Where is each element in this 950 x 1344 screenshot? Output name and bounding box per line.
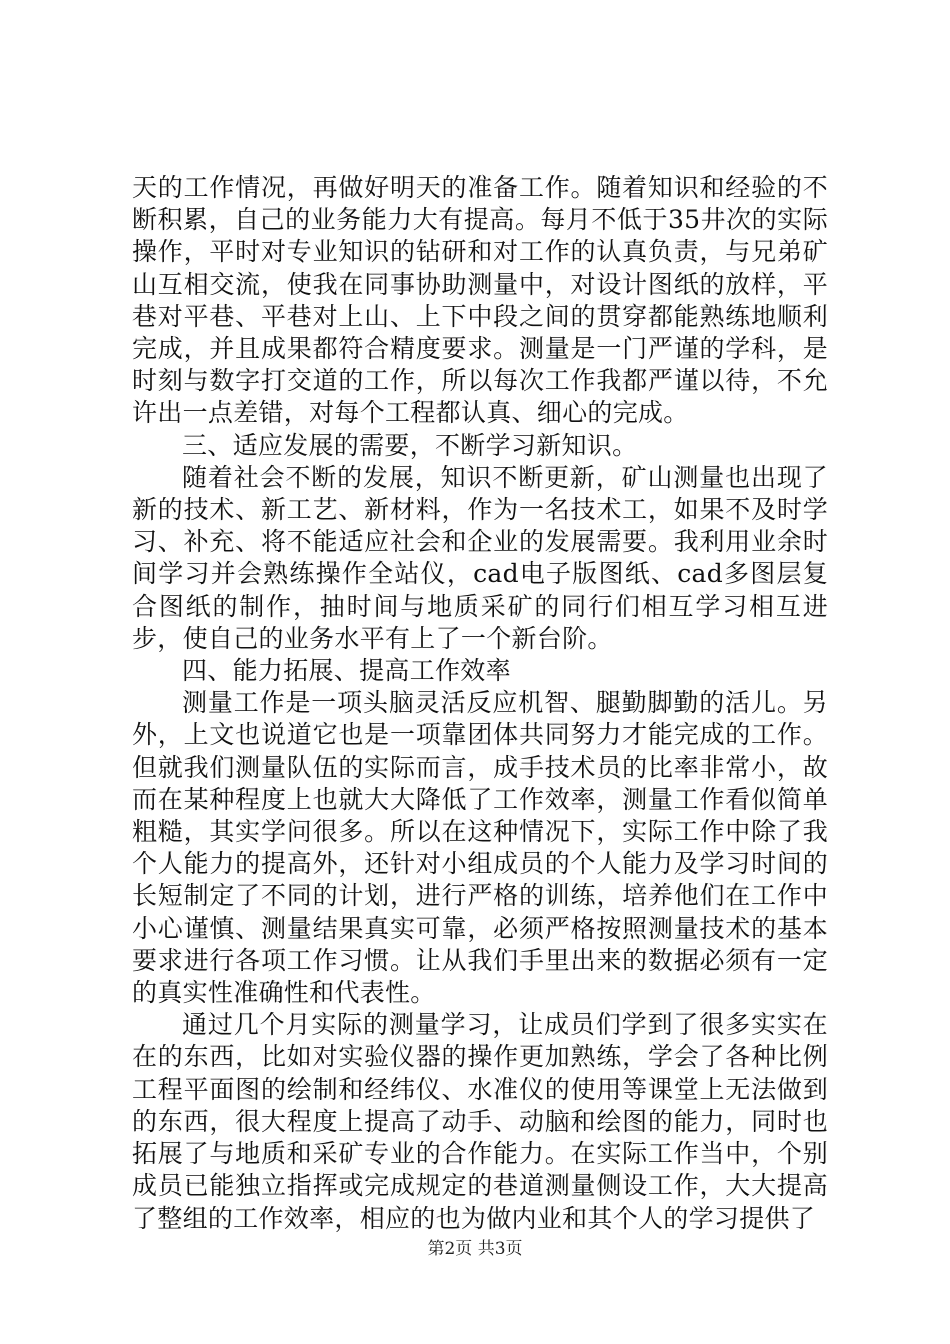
paragraph: 测量工作是一项头脑灵活反应机智、腿勤脚勤的活儿。另外，上文也说道它也是一项靠团体共同努力才能完成的工作。但就我们测量队伍的实际而言，成手技术员的比率非常小，故而在某种程度上也就大大降低了工作效率，测量工作看似简单粗糙，其实学问很多。所以在这种情况下，实际工作中除了我个人能力的提高外，还针对小组成员的个人能力及学习时间的长短制定了不同的计划，进行严格的训练，培养他们在工作中小心谨慎、测量结果真实可靠，必须严格按照测量技术的基本要求进行各项工作习惯。让从我们手里出来的数据必须有一定的真实性准确性和代表性。 <box>132 688 828 1008</box>
paragraph: 通过几个月实际的测量学习，让成员们学到了很多实实在在的东西，比如对实验仪器的操作更加熟练，学会了各种比例工程平面图的绘制和经纬仪、水准仪的使用等课堂上无法做到的东西，很大程度上提高了动手、动脑和绘图的能力，同时也拓展了与地质和采矿专业的合作能力。在实际工作当中，个别成员已能独立指挥或完成规定的巷道测量侧设工作，大大提高了整组的工作效率，相应的也为做内业和其个人的学习提供了 <box>132 1010 828 1233</box>
paragraph: 随着社会不断的发展，知识不断更新，矿山测量也出现了新的技术、新工艺、新材料，作为一名技术工，如果不及时学习、补充、将不能适应社会和企业的发展需要。我利用业余时间学习并会熟练操作全站仪，cad电子版图纸、cad多图层复合图纸的制作，抽时间与地质采矿的同行们相互学习相互进步，使自己的业务水平有上了一个新台阶。 <box>132 462 828 653</box>
page-number-footer: 第2页 共3页 <box>427 1239 523 1259</box>
document-body <box>132 172 828 1235</box>
paragraph-continuation: 天的工作情况，再做好明天的准备工作。随着知识和经验的不断积累，自己的业务能力大有提高。每月不低于35井次的实际操作，平时对专业知识的钻研和对工作的认真负责，与兄弟矿山互相交流，使我在同事协助测量中，对设计图纸的放样，平巷对平巷、平巷对上山、上下中段之间的贯穿都能熟练地顺利完成，并且成果都符合精度要求。测量是一门严谨的学科，是时刻与数字打交道的工作，所以每次工作我都严谨以待，不允许出一点差错，对每个工程都认真、细心的完成。 <box>132 173 828 428</box>
section-heading-3: 三、适应发展的需要，不断学习新知识。 <box>182 430 638 460</box>
section-heading-4: 四、能力拓展、提高工作效率 <box>182 656 511 686</box>
